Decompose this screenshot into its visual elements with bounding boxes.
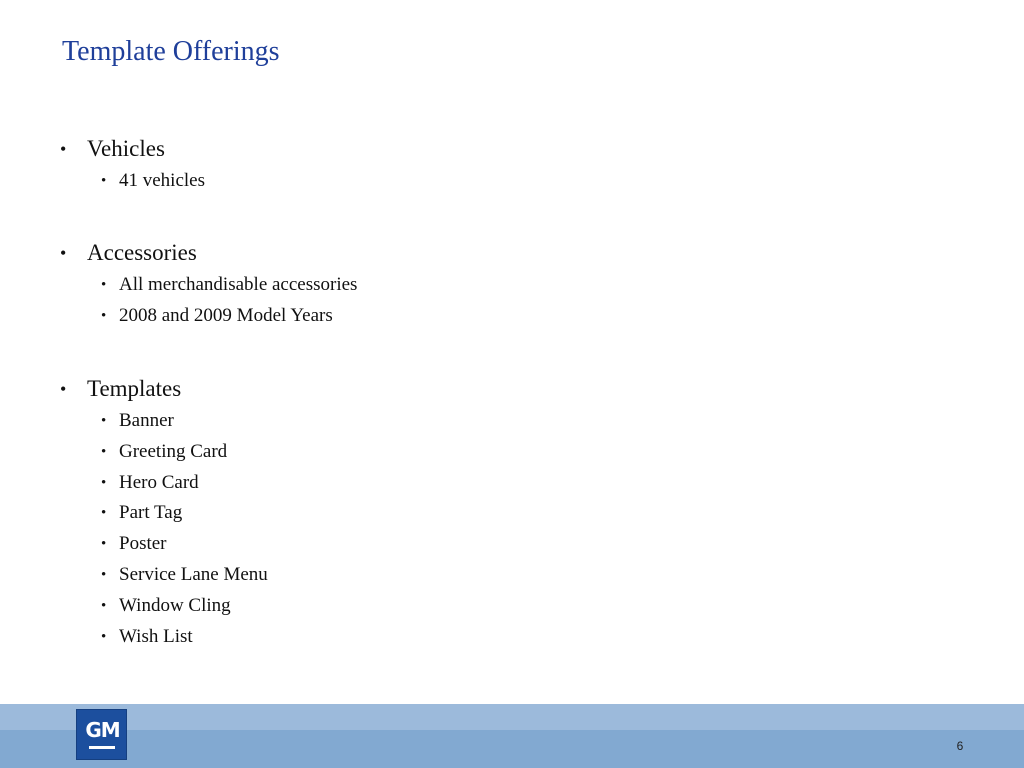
sub-bullet: [0, 498, 600, 529]
sub-bullet-text: Service Lane Menu: [119, 563, 268, 585]
sub-bullet-text: Part Tag: [119, 502, 183, 524]
section-vehicles: [0, 132, 600, 197]
sub-bullet: [0, 468, 600, 499]
bullet-icon: •: [101, 443, 107, 460]
bullet-icon: •: [101, 536, 107, 553]
bullet-heading: [0, 132, 600, 166]
bullet-icon: •: [101, 277, 107, 293]
section-templates: [0, 372, 600, 652]
gm-logo: [76, 709, 127, 760]
sub-bullet-text: Wish List: [119, 625, 193, 647]
bullet-icon: •: [60, 139, 67, 159]
sub-bullet-text: Window Cling: [119, 594, 231, 616]
sub-bullet: [0, 560, 600, 591]
sub-bullet-text: Hero Card: [119, 471, 199, 493]
bullet-icon: •: [101, 505, 107, 522]
sub-bullet-text: All merchandisable accessories: [119, 274, 358, 295]
bullet-icon: •: [101, 628, 107, 645]
sub-bullet: [0, 529, 600, 560]
bullet-icon: •: [101, 307, 107, 324]
sub-bullet: [0, 166, 600, 197]
bullet-heading: [0, 236, 600, 270]
heading-text: Templates: [87, 376, 182, 401]
bullet-icon: •: [101, 474, 107, 491]
footer-band-dark: [0, 730, 1024, 768]
section-accessories: [0, 236, 600, 332]
gm-logo-text: GM: [85, 718, 120, 742]
footer-band-light: [0, 704, 1024, 730]
slide-title: Template Offerings: [62, 36, 280, 67]
bullet-heading: [0, 372, 600, 406]
sub-bullet: [0, 270, 600, 301]
sub-bullet: [0, 406, 600, 437]
sub-bullet: [0, 591, 600, 622]
heading-text: Accessories: [87, 240, 197, 265]
sub-bullet: [0, 301, 600, 332]
sub-bullet-text: Greeting Card: [119, 440, 228, 462]
sub-bullet-text: Poster: [119, 533, 167, 555]
bullet-icon: •: [101, 173, 107, 189]
bullet-icon: •: [101, 566, 107, 583]
sub-bullet-text: 41 vehicles: [119, 170, 206, 191]
bullet-icon: •: [101, 597, 107, 614]
bullet-icon: •: [60, 379, 67, 399]
sub-bullet: [0, 622, 600, 653]
bullet-icon: •: [60, 243, 67, 263]
sub-bullet: [0, 437, 600, 468]
sub-bullet-text: Banner: [119, 410, 174, 431]
slide-footer: [0, 704, 1024, 768]
page-number: 6: [956, 739, 964, 753]
sub-bullet-text: 2008 and 2009 Model Years: [119, 304, 333, 326]
gm-logo-underline: [89, 746, 115, 749]
heading-text: Vehicles: [87, 136, 165, 161]
bullet-icon: •: [101, 413, 107, 429]
